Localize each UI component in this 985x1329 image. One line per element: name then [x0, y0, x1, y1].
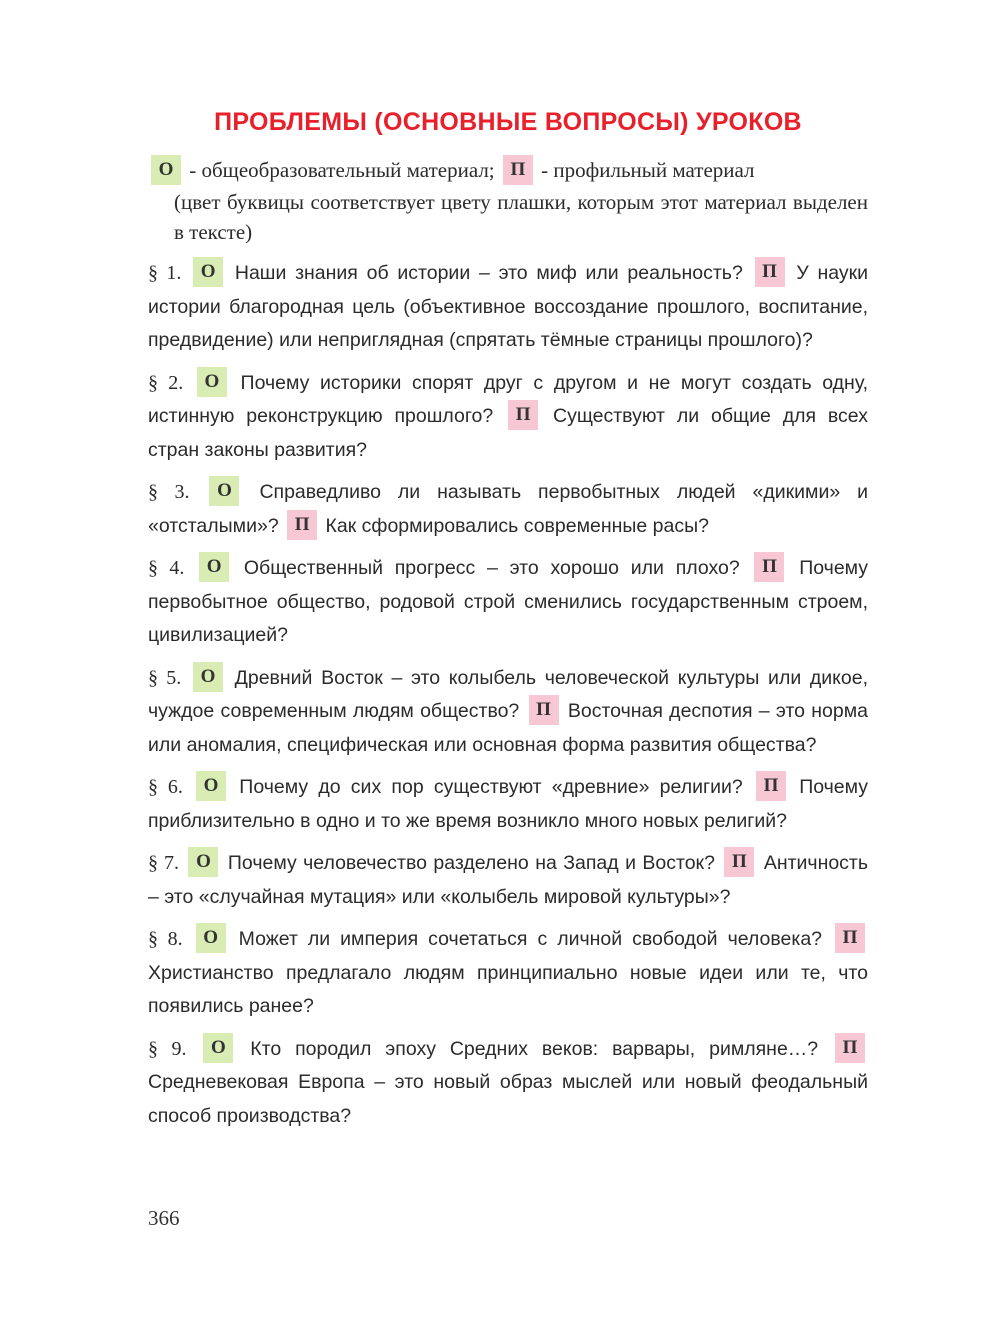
badge-profile: П [835, 923, 865, 953]
lesson-number: § 1. [148, 262, 182, 285]
badge-general: О [209, 476, 239, 506]
general-question: Наши знания об истории – это миф или реальность? [234, 262, 743, 285]
general-question: Почему человечество разделено на Запад и Восток? [227, 852, 715, 875]
general-question: Кто породил эпоху Средних веков: варвары, римляне…? [250, 1037, 819, 1060]
page-content [148, 108, 868, 1142]
badge-general: О [196, 923, 226, 953]
badge-profile: П [755, 257, 785, 287]
general-question: Справедливо ли называть первобытных людей «дикими» и «отсталыми»? [148, 481, 869, 537]
lesson-item [148, 662, 868, 763]
badge-profile: П [287, 510, 317, 540]
lesson-number: § 7. [148, 852, 180, 875]
lesson-item [148, 476, 868, 543]
badge-profile: П [529, 695, 559, 725]
profile-question: Существуют ли общие для всех стран законы развития? [148, 405, 868, 461]
profile-question: У науки истории благородная цель (объективное воссоздание прошлого, воспитание, предвидение) или неприглядная (спрятать тёмные страницы прошлого)? [148, 262, 869, 352]
badge-profile: П [503, 155, 533, 185]
page-number: 366 [148, 1206, 180, 1230]
general-question: Почему до сих пор существуют «древние» религии? [239, 776, 743, 799]
profile-question: Почему первобытное общество, родовой строй сменились государственным строем, цивилизацией? [148, 557, 869, 647]
badge-general: О [193, 662, 223, 692]
badge-profile: П [835, 1033, 865, 1063]
general-question: Почему историки спорят друг с другом и не могут создать одну, истинную реконструкцию прошлого? [148, 371, 869, 428]
lesson-item [148, 771, 868, 838]
lesson-number: § 8. [148, 928, 183, 951]
legend-general-text: - общеобразовательный материал; [184, 158, 500, 182]
lesson-item [148, 257, 868, 358]
badge-general: О [193, 257, 223, 287]
lesson-number: § 6. [148, 776, 183, 799]
profile-question: Почему приблизительно в одно и то же время возникло много новых религий? [148, 776, 868, 832]
badge-general: О [197, 367, 227, 397]
badge-general: О [196, 771, 226, 801]
profile-question: Христианство предлагало людям принципиально новые идеи или те, что появились ранее? [148, 961, 868, 1018]
badge-general: О [199, 552, 229, 582]
badge-general: О [203, 1033, 233, 1063]
lesson-item [148, 847, 868, 914]
lesson-item [148, 552, 868, 653]
page-title: ПРОБЛЕМЫ (ОСНОВНЫЕ ВОПРОСЫ) УРОКОВ [214, 108, 802, 136]
badge-profile: П [756, 771, 786, 801]
lesson-number: § 4. [148, 557, 185, 580]
legend-note: (цвет буквицы соответствует цвету плашки, которым этот материал выделен в тексте) [174, 190, 868, 245]
general-question: Общественный прогресс – это хорошо или плохо? [243, 557, 740, 580]
lesson-item [148, 367, 868, 468]
lesson-number: § 5. [148, 666, 182, 689]
badge-general: О [188, 847, 218, 877]
lesson-number: § 2. [148, 371, 184, 394]
badge-profile: П [754, 552, 784, 582]
profile-question: Как сформировались современные расы? [325, 514, 709, 537]
general-question: Может ли империя сочетаться с личной свободой человека? [238, 928, 823, 951]
badge-profile: П [508, 400, 538, 430]
lesson-number: § 9. [148, 1037, 187, 1060]
legend-profile-text: - профильный материал [535, 158, 755, 182]
lesson-number: § 3. [148, 481, 190, 504]
badge-profile: П [724, 847, 754, 877]
lesson-list [148, 257, 868, 1133]
legend [148, 155, 868, 247]
profile-question: Средневековая Европа – это новый образ мыслей или новый феодальный способ производства? [148, 1071, 868, 1127]
lesson-item [148, 923, 868, 1024]
lesson-item [148, 1033, 868, 1134]
badge-general: О [151, 155, 181, 185]
general-question: Древний Восток – это колыбель человеческой культуры или дикое, чуждое современным людям общество? [148, 666, 869, 723]
profile-question: Античность – это «случайная мутация» или «колыбель мировой культуры»? [148, 852, 869, 908]
profile-question: Восточная деспотия – это норма или аномалия, специфическая или основная форма развития общества? [148, 700, 868, 756]
